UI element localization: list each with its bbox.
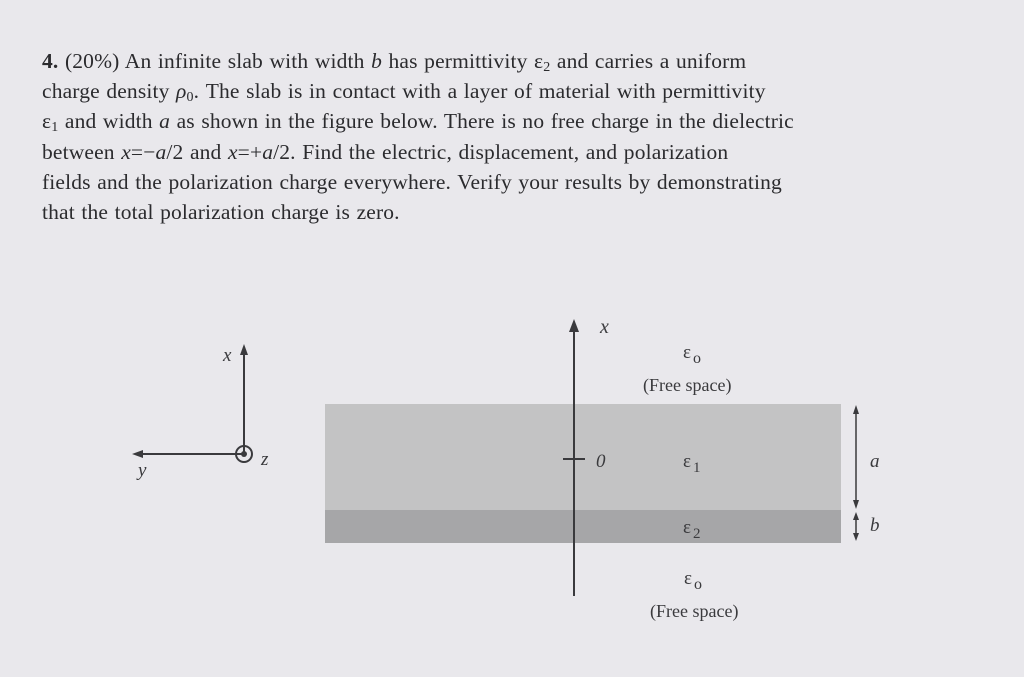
layer2-epsilon-subscript: 2 <box>693 526 701 542</box>
dim-a-bottom-arrow-icon <box>853 500 859 509</box>
variable-a: a <box>159 109 171 134</box>
arrowhead-left-icon <box>132 450 143 458</box>
text-segment: and width <box>64 109 153 134</box>
text-segment: fields and the polarization charge everywhere. Verify your results by demonstrating <box>42 169 782 194</box>
z-dot-icon <box>241 451 247 457</box>
epsilon-symbol: ε <box>42 109 52 134</box>
rho-symbol: ρ <box>176 79 187 104</box>
text-segment: has permittivity <box>388 49 528 73</box>
equals-minus: =− <box>130 139 156 164</box>
dim-a-label: a <box>870 451 880 472</box>
bottom-epsilon-subscript: o <box>694 576 702 593</box>
dim-b-label: b <box>870 515 880 536</box>
text-segment: An infinite slab with width <box>124 49 365 73</box>
text-segment: that the total polarization charge is zero. <box>42 200 400 225</box>
variable-a: a <box>262 139 274 164</box>
variable-a: a <box>155 139 167 164</box>
small-x-label: x <box>223 345 232 366</box>
main-x-label: x <box>600 316 609 338</box>
rho-subscript: 0 <box>186 90 194 106</box>
variable-x: x <box>227 139 238 164</box>
dim-a-top-arrow-icon <box>853 405 859 414</box>
text-segment: /2 and <box>166 139 222 164</box>
layer1-epsilon-subscript: 1 <box>693 460 701 476</box>
variable-b: b <box>371 49 382 73</box>
dim-b-top-arrow-icon <box>853 512 859 520</box>
layer2-epsilon-symbol: ε <box>683 517 691 538</box>
dim-b-bottom-arrow-icon <box>853 533 859 541</box>
epsilon-subscript: 1 <box>51 120 59 136</box>
equals-plus: =+ <box>237 139 263 164</box>
text-segment: between <box>42 139 115 164</box>
layer-epsilon-2 <box>325 510 841 543</box>
coordinate-axes <box>132 344 252 462</box>
text-segment: . The slab is in contact with a layer of material with permittivity <box>193 79 766 104</box>
text-segment: /2. Find the electric, displacement, and polarization <box>273 139 729 164</box>
dimension-a <box>853 405 859 509</box>
epsilon-symbol: ε <box>534 49 544 73</box>
text-segment: charge density <box>42 79 170 104</box>
origin-label: 0 <box>596 451 606 472</box>
top-epsilon-subscript: o <box>693 350 701 367</box>
dimension-b <box>853 512 859 541</box>
main-arrowhead-up-icon <box>569 319 579 332</box>
problem-number: 4. <box>42 49 59 73</box>
layer1-epsilon-symbol: ε <box>683 451 691 472</box>
epsilon-subscript: 2 <box>543 60 551 75</box>
bottom-epsilon-symbol: ε <box>684 568 692 589</box>
problem-weight: (20%) <box>64 49 120 73</box>
arrowhead-up-icon <box>240 344 248 355</box>
bottom-region-caption: (Free space) <box>650 601 739 621</box>
text-segment: and carries a uniform <box>556 49 747 73</box>
top-epsilon-symbol: ε <box>683 342 691 363</box>
variable-x: x <box>121 139 131 164</box>
layer-epsilon-1 <box>325 404 841 510</box>
small-y-label: y <box>138 460 147 481</box>
text-segment: as shown in the figure below. There is no free charge in the dielectric <box>176 109 794 134</box>
small-z-label: z <box>261 449 269 470</box>
top-region-caption: (Free space) <box>643 375 732 395</box>
